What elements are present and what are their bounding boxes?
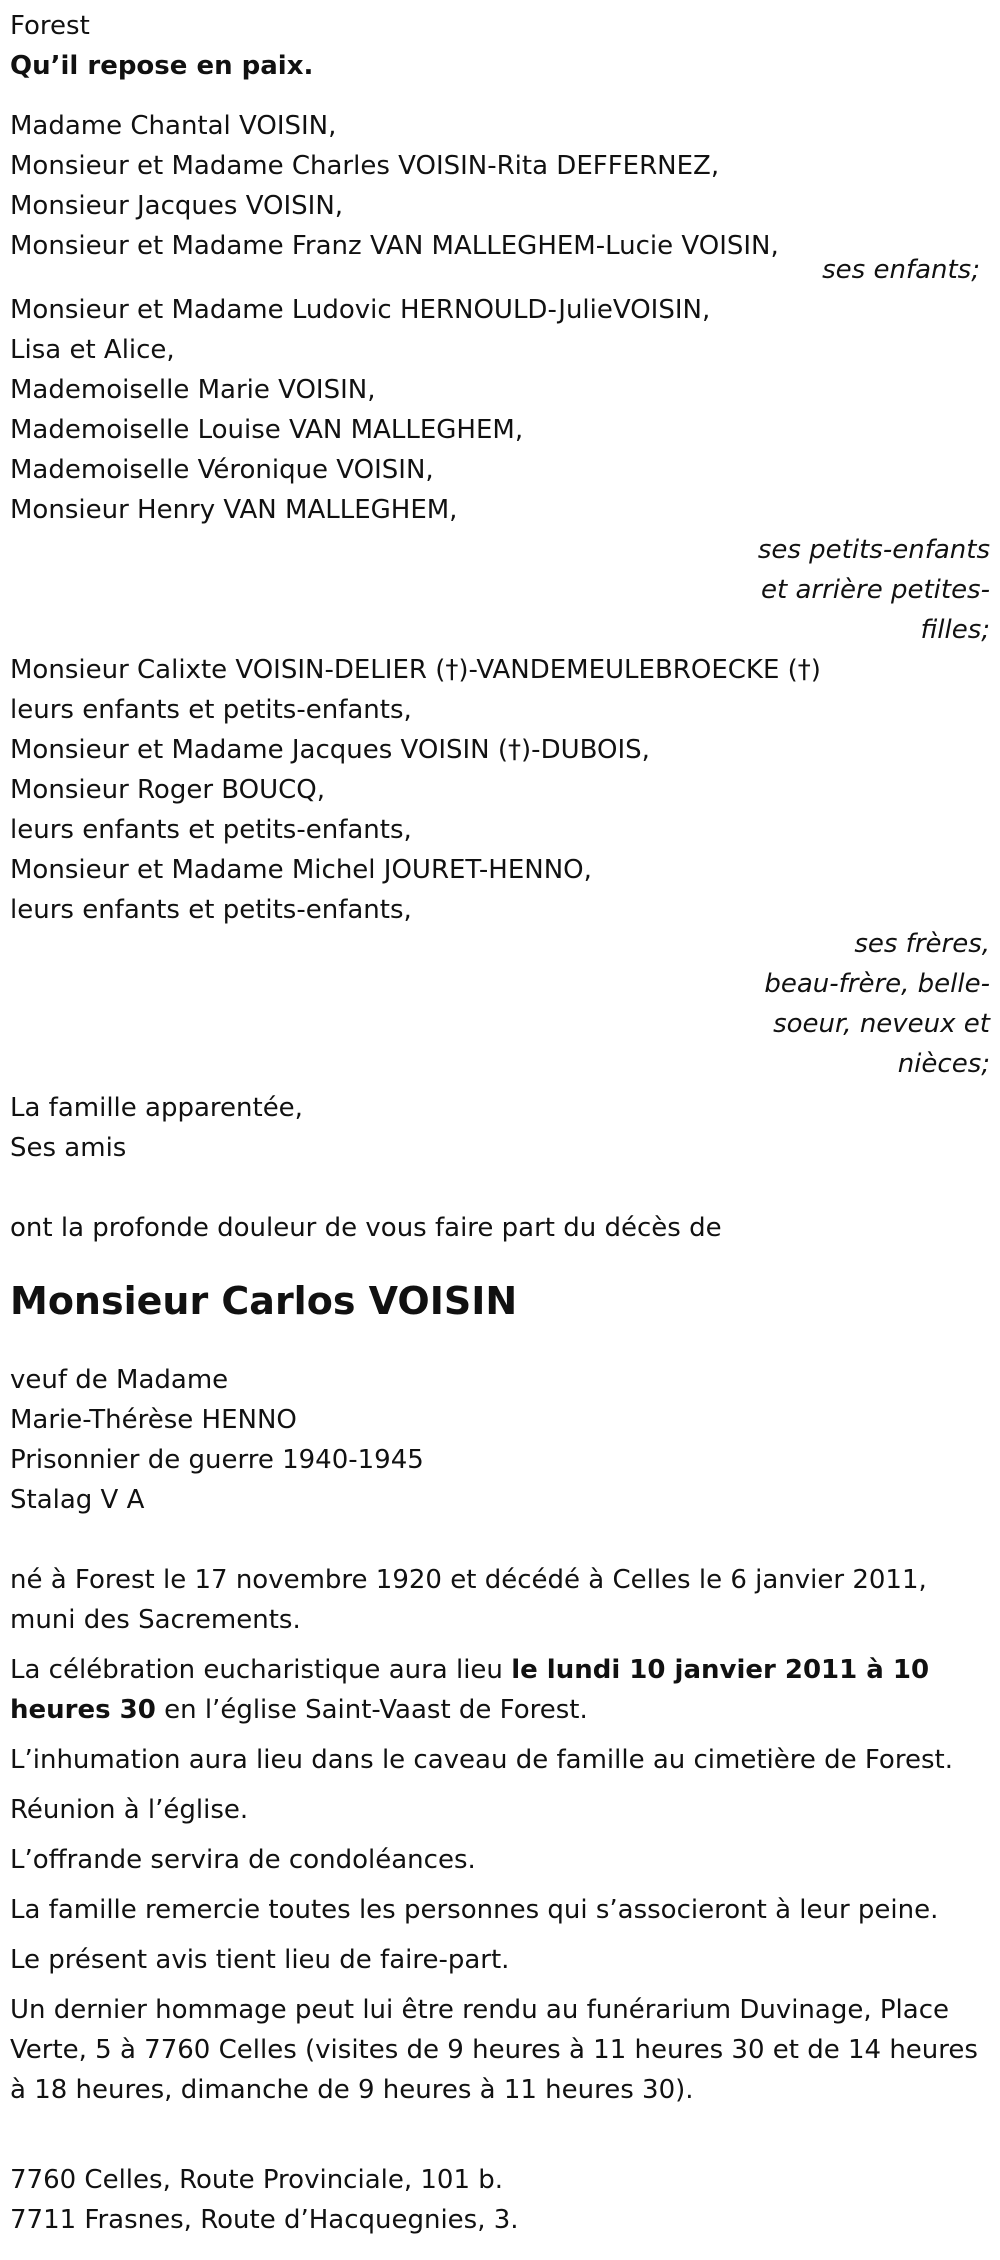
meeting-text: Réunion à l’église. <box>10 1795 249 1825</box>
family-member: Monsieur et Madame Franz VAN MALLEGHEM-Lucie VOISIN, <box>10 231 779 261</box>
others-block <box>10 1088 990 1168</box>
family-member: Mademoiselle Marie VOISIN, <box>10 375 376 405</box>
family-member: Madame Chantal VOISIN, <box>10 111 337 141</box>
thanks-text: La famille remercie toutes les personnes qui s’associeront à leur peine. <box>10 1895 939 1925</box>
relation-label <box>730 530 990 650</box>
grandchildren-block <box>10 290 990 650</box>
family-member: Monsieur et Madame Michel JOURET-HENNO, <box>10 855 592 885</box>
detail-line: veuf de Madame <box>10 1365 229 1395</box>
celebration-prefix: La célébration eucharistique aura lieu <box>10 1655 512 1685</box>
detail-line: Prisonnier de guerre 1940-1945 <box>10 1445 424 1475</box>
place-heading: Forest <box>10 11 90 41</box>
family-member: leurs enfants et petits-enfants, <box>10 895 412 925</box>
celebration-place: en l’église Saint-Vaast de Forest. <box>155 1695 588 1725</box>
relation-line: ses frères, <box>854 929 990 959</box>
family-member: Monsieur Henry VAN MALLEGHEM, <box>10 495 458 525</box>
relation-line: soeur, neveux et <box>773 1009 990 1039</box>
relation-label <box>730 924 990 1084</box>
celebration-date: le lundi 10 janvier 2011 à 10 heures 30 <box>10 1655 930 1725</box>
family-member: Lisa et Alice, <box>10 335 175 365</box>
family-member: Ses amis <box>10 1133 127 1163</box>
relation-label: ses enfants; <box>822 255 980 285</box>
family-member: leurs enfants et petits-enfants, <box>10 695 412 725</box>
address-line: 7760 Celles, Route Provinciale, 101 b. <box>10 2165 504 2195</box>
family-member: Monsieur Roger BOUCQ, <box>10 775 326 805</box>
celebration-text <box>10 1650 986 1730</box>
family-member: Monsieur et Madame Charles VOISIN-Rita DEFFERNEZ, <box>10 151 720 181</box>
family-member: La famille apparentée, <box>10 1093 303 1123</box>
homage-text: Un dernier hommage peut lui être rendu au funérarium Duvinage, Place Verte, 5 à 7760 Celles (visites de 9 heures à 11 heures 30 et de 14 heures à 18 heures, dimanche de 9 heures à 11 heures 30). <box>10 1995 978 2105</box>
relation-line: et arrière petites- <box>761 575 990 605</box>
family-member: Monsieur et Madame Jacques VOISIN (†)-DUBOIS, <box>10 735 650 765</box>
family-member: Monsieur Jacques VOISIN, <box>10 191 344 221</box>
prayer-line: Qu’il repose en paix. <box>10 51 314 81</box>
deceased-name: Monsieur Carlos VOISIN <box>10 1279 518 1323</box>
obituary-page <box>0 6 1000 2240</box>
relation-line: beau-frère, belle- <box>764 969 990 999</box>
announcement-text: ont la profonde douleur de vous faire part du décès de <box>10 1213 722 1243</box>
family-member: Mademoiselle Véronique VOISIN, <box>10 455 434 485</box>
family-member: Monsieur Calixte VOISIN-DELIER (†)-VANDEMEULEBROECKE (†) <box>10 655 821 685</box>
detail-line: Stalag V A <box>10 1485 145 1515</box>
relation-line: nièces; <box>897 1049 990 1079</box>
detail-line: Marie-Thérèse HENNO <box>10 1405 297 1435</box>
addresses-block <box>10 2160 990 2240</box>
offering-text: L’offrande servira de condoléances. <box>10 1845 476 1875</box>
family-member: leurs enfants et petits-enfants, <box>10 815 412 845</box>
siblings-block <box>10 650 990 1084</box>
notice-body <box>10 1560 990 2110</box>
family-member: Monsieur et Madame Ludovic HERNOULD-JulieVOISIN, <box>10 295 711 325</box>
address-line: 7711 Frasnes, Route d’Hacquegnies, 3. <box>10 2205 519 2235</box>
relation-line: filles; <box>920 615 990 645</box>
family-member: Mademoiselle Louise VAN MALLEGHEM, <box>10 415 524 445</box>
birth-death-text: né à Forest le 17 novembre 1920 et décédé à Celles le 6 janvier 2011, muni des Sacrements. <box>10 1565 927 1635</box>
notice-text: Le présent avis tient lieu de faire-part. <box>10 1945 510 1975</box>
relation-line: ses petits-enfants <box>757 535 990 565</box>
children-block <box>10 106 990 284</box>
deceased-details <box>10 1360 990 1520</box>
burial-text: L’inhumation aura lieu dans le caveau de famille au cimetière de Forest. <box>10 1745 953 1775</box>
